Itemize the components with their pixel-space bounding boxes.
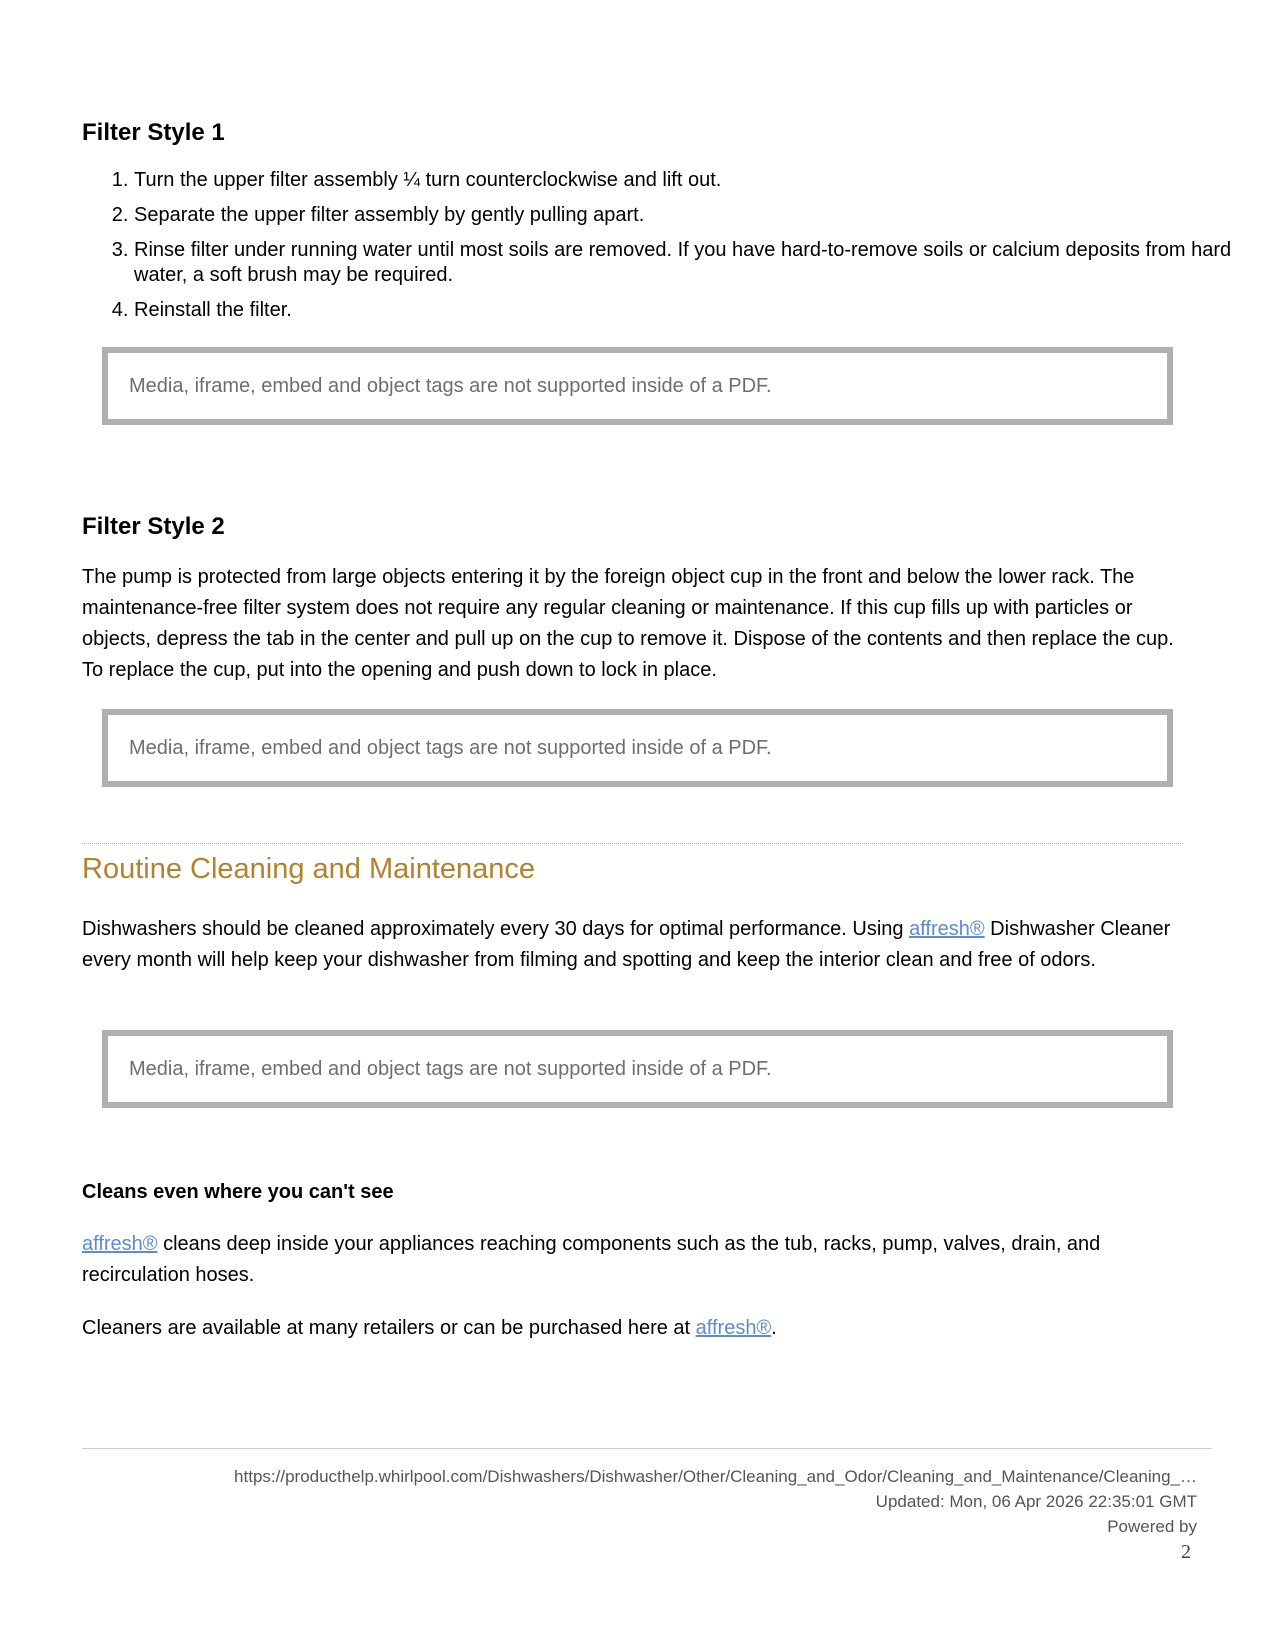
filter-style-1-heading: Filter Style 1	[82, 119, 225, 146]
affresh-link[interactable]: affresh®	[909, 918, 985, 940]
section-divider	[82, 843, 1183, 844]
page-number: 2	[1181, 1541, 1191, 1563]
affresh-link[interactable]: affresh®	[695, 1317, 772, 1339]
affresh-link[interactable]: affresh®	[82, 1233, 158, 1255]
filter-style-1-steps	[82, 168, 1254, 333]
media-embed-placeholder: Media, iframe, embed and object tags are not supported inside of a PDF.	[102, 1030, 1173, 1108]
footer-divider	[82, 1448, 1212, 1449]
cleans-paragraph	[82, 1229, 1192, 1291]
available-paragraph	[82, 1313, 1192, 1344]
footer-powered-by: Powered by	[1107, 1517, 1197, 1536]
footer-url: https://producthelp.whirlpool.com/Dishwashers/Dishwasher/Other/Cleaning_and_Odor/Cleaning_and_Maintenance/Cleaning_…	[234, 1467, 1197, 1486]
filter-style-2-heading: Filter Style 2	[82, 513, 225, 540]
available-text-after: .	[771, 1317, 777, 1339]
step-item: 1. Turn the upper filter assembly ¼ turn counterclockwise and lift out.	[134, 168, 1254, 193]
routine-text-before: Dishwashers should be cleaned approximately every 30 days for optimal performance. Using	[82, 918, 910, 940]
media-embed-placeholder: Media, iframe, embed and object tags are not supported inside of a PDF.	[102, 347, 1173, 425]
routine-paragraph	[82, 914, 1192, 976]
cleans-text-after: cleans deep inside your appliances reaching components such as the tub, racks, pump, valves, drain, and recirculation hoses.	[82, 1233, 1101, 1286]
filter-style-2-paragraph: The pump is protected from large objects entering it by the foreign object cup in the front and below the lower rack. The maintenance-free filter system does not require any regular cleaning or maintenance. If this cup fills up with particles or objects, depress the tab in the center and pull up on the cup to remove it. Dispose of the contents and then replace the cup. To replace the cup, put into the opening and push down to lock in place.	[82, 566, 1174, 681]
media-embed-placeholder: Media, iframe, embed and object tags are not supported inside of a PDF.	[102, 709, 1173, 787]
step-item: 4. Reinstall the filter.	[134, 298, 1254, 323]
step-item: 2. Separate the upper filter assembly by gently pulling apart.	[134, 203, 1254, 228]
available-text-before: Cleaners are available at many retailers or can be purchased here at	[82, 1317, 696, 1339]
routine-cleaning-heading: Routine Cleaning and Maintenance	[82, 853, 536, 885]
step-item: 3. Rinse filter under running water until most soils are removed. If you have hard-to-remove soils or calcium deposits from hard water, a soft brush may be required.	[134, 238, 1254, 288]
footer-updated: Updated: Mon, 06 Apr 2026 22:35:01 GMT	[875, 1492, 1197, 1511]
cleans-heading: Cleans even where you can't see	[82, 1181, 394, 1203]
routine-text-after: Dishwasher Cleaner every month will help keep your dishwasher from filming and spotting and keep the interior clean and free of odors.	[82, 918, 1171, 971]
